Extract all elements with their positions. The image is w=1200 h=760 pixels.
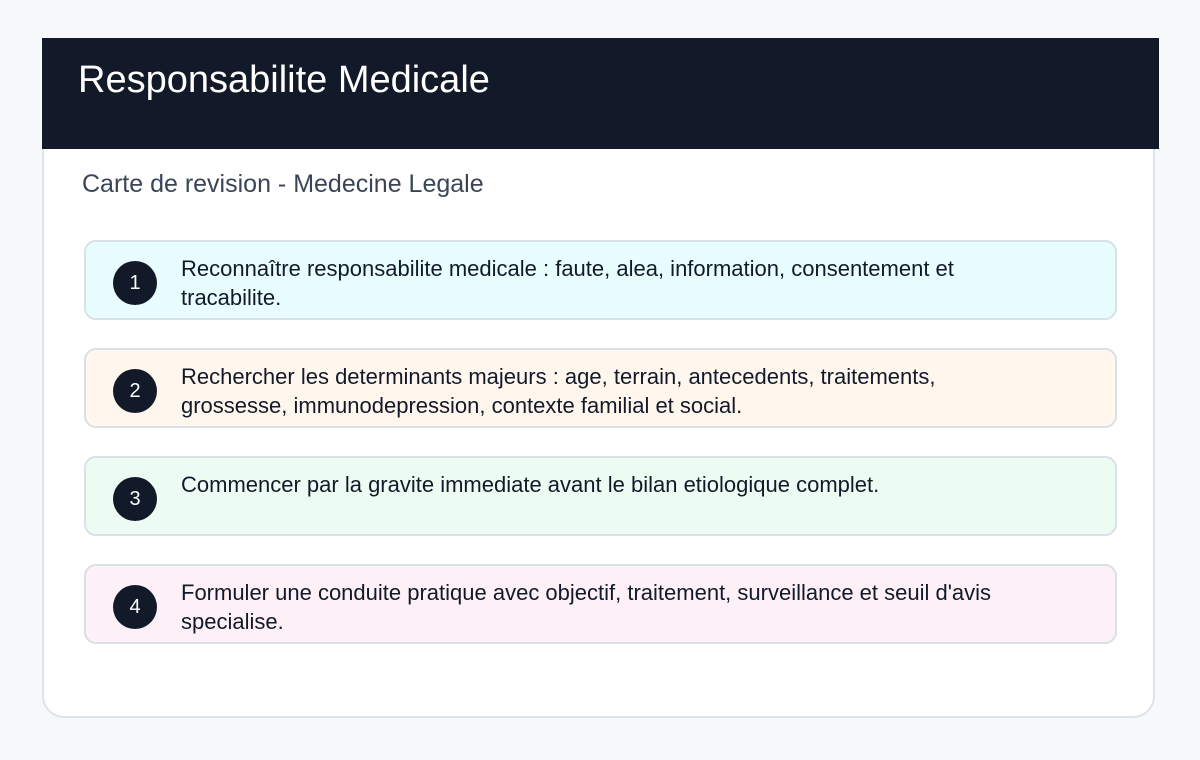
list-item (84, 564, 1117, 644)
item-number-badge: 3 (113, 477, 157, 521)
item-text: Rechercher les determinants majeurs : age, terrain, antecedents, traitements, grossesse, immunodepression, contexte familial et social. (181, 364, 936, 418)
card-header (42, 38, 1159, 149)
item-text: Reconnaître responsabilite medicale : faute, alea, information, consentement et tracabilite. (181, 256, 954, 310)
item-number-badge: 2 (113, 369, 157, 413)
list-item (84, 348, 1117, 428)
card-subtitle: Carte de revision - Medecine Legale (82, 170, 484, 198)
card-title: Responsabilite Medicale (78, 59, 490, 101)
list-item (84, 456, 1117, 536)
list-item (84, 240, 1117, 320)
item-text: Commencer par la gravite immediate avant le bilan etiologique complet. (181, 472, 880, 497)
item-number-badge: 4 (113, 585, 157, 629)
item-number-badge: 1 (113, 261, 157, 305)
item-text: Formuler une conduite pratique avec objectif, traitement, surveillance et seuil d'avis specialise. (181, 580, 992, 634)
item-list (84, 240, 1117, 672)
